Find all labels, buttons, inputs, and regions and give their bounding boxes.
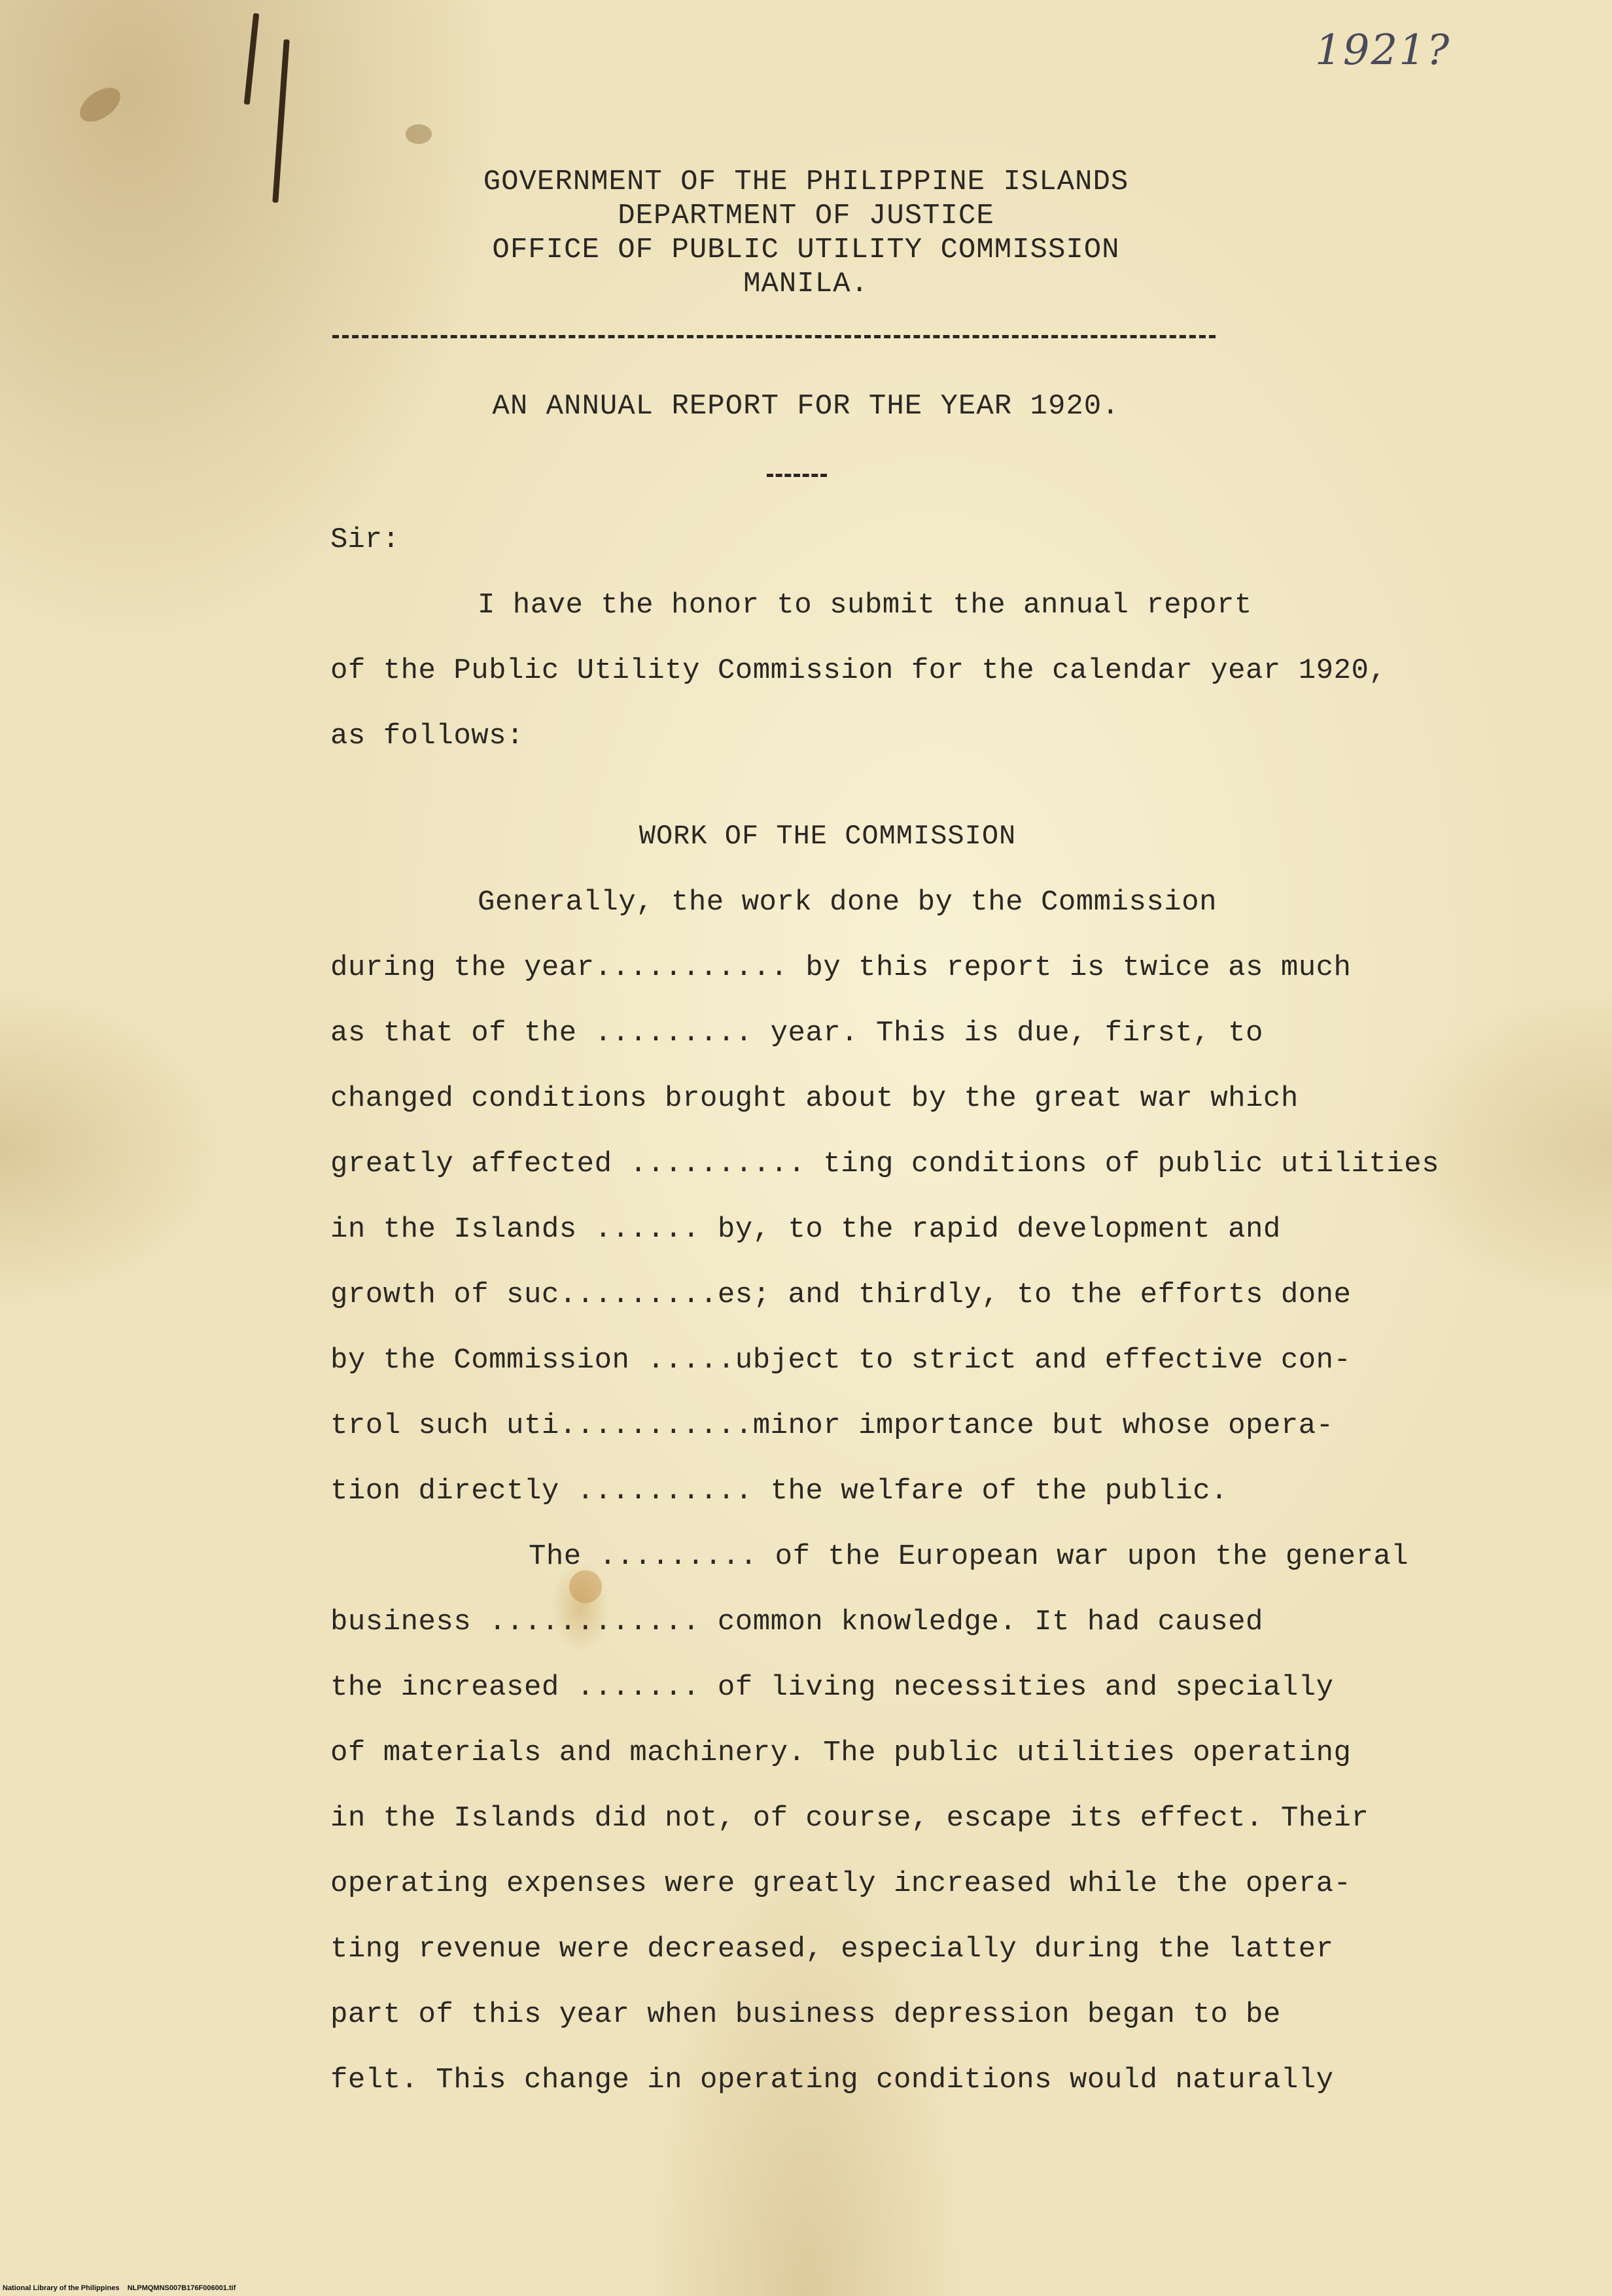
ink-stain	[569, 1570, 602, 1603]
body-line: as follows:	[330, 720, 524, 752]
body-line: Generally, the work done by the Commission	[478, 886, 1217, 919]
ink-stain	[74, 81, 126, 129]
body-line: greatly affected .......... ting conditions of public utilities	[330, 1148, 1439, 1180]
letterhead-government: GOVERNMENT OF THE PHILIPPINE ISLANDS	[483, 166, 1129, 198]
body-line: during the year........... by this report is twice as much	[330, 951, 1352, 984]
body-line: part of this year when business depression began to be	[330, 1998, 1281, 2031]
letterhead-city: MANILA.	[743, 268, 869, 300]
report-title: AN ANNUAL REPORT FOR THE YEAR 1920.	[492, 390, 1120, 423]
body-line: business ............ common knowledge. It had caused	[330, 1606, 1263, 1638]
body-line: in the Islands did not, of course, escape its effect. Their	[330, 1802, 1369, 1835]
body-line: The ......... of the European war upon the general	[529, 1540, 1409, 1573]
body-line: changed conditions brought about by the great war which	[330, 1082, 1299, 1115]
body-line: the increased ....... of living necessities and specially	[330, 1671, 1334, 1704]
ink-stain	[406, 124, 432, 144]
body-line: of the Public Utility Commission for the calendar year 1920,	[330, 654, 1387, 687]
archive-footer: National Library of the Philippines NLPMQMNS007B176F006001.tif	[3, 2284, 236, 2292]
section-title: WORK OF THE COMMISSION	[639, 821, 1017, 852]
handwritten-year-annotation: 1921?	[1315, 26, 1451, 75]
letterhead	[0, 165, 1612, 301]
body-line: I have the honor to submit the annual report	[478, 589, 1252, 622]
body-line: in the Islands ...... by, to the rapid development and	[330, 1213, 1281, 1246]
short-dashed-divider	[767, 474, 827, 477]
ink-scratch	[244, 13, 260, 105]
body-line: growth of suc.........es; and thirdly, to the efforts done	[330, 1279, 1352, 1311]
body-line: felt. This change in operating conditions would naturally	[330, 2064, 1334, 2096]
dashed-divider	[332, 335, 1216, 338]
body-line: by the Commission .....ubject to strict and effective con-	[330, 1344, 1352, 1377]
body-line: as that of the ......... year. This is due, first, to	[330, 1017, 1263, 1050]
body-line: ting revenue were decreased, especially during the latter	[330, 1933, 1334, 1966]
body-line: trol such uti...........minor importance but whose opera-	[330, 1409, 1334, 1442]
body-line: operating expenses were greatly increased while the opera-	[330, 1867, 1352, 1900]
body-line: of materials and machinery. The public utilities operating	[330, 1737, 1352, 1769]
body-line: tion directly .......... the welfare of the public.	[330, 1475, 1229, 1508]
letterhead-office: OFFICE OF PUBLIC UTILITY COMMISSION	[492, 234, 1120, 266]
letterhead-department: DEPARTMENT OF JUSTICE	[618, 200, 994, 232]
salutation: Sir:	[330, 523, 400, 556]
